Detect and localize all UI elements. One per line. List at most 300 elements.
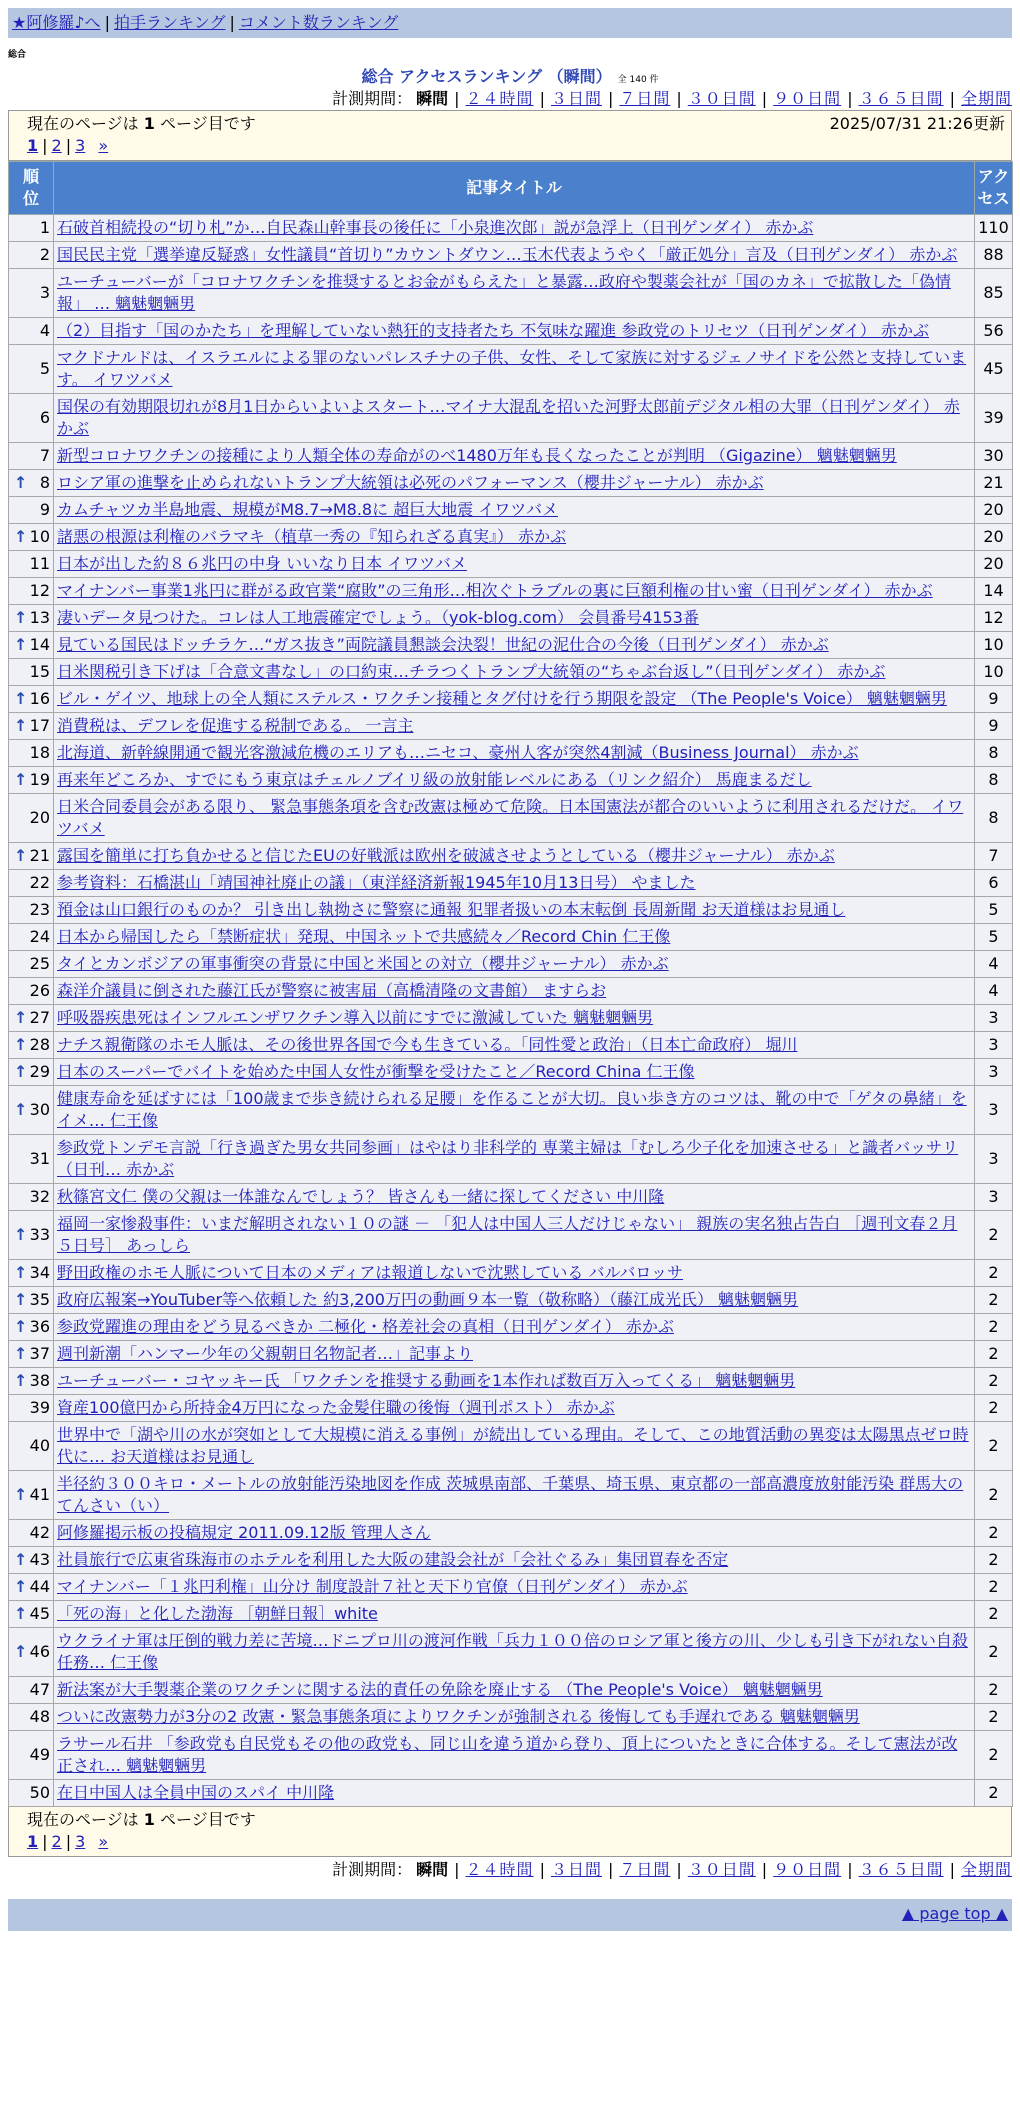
access-count: 2: [975, 1704, 1013, 1731]
article-link[interactable]: ウクライナ軍は圧倒的戦力差に苦境…ドニプロ川の渡河作戦「兵力１００倍のロシア軍と後方の川、少しも引き下がれない自殺任務… 仁王像: [57, 1631, 968, 1672]
clap-ranking-link[interactable]: 拍手ランキング: [113, 13, 226, 32]
period-link-3d[interactable]: ３日間: [550, 1860, 602, 1879]
page-info-top: [8, 110, 1012, 161]
rank-cell: [9, 1628, 54, 1677]
table-header-row: [9, 162, 1013, 215]
article-link[interactable]: 預金は山口銀行のものか？ 引き出し執拗さに警察に通報 犯罪者扱いの本末転倒 長周新聞 お天道様はお見通し: [57, 900, 846, 919]
period-link-all[interactable]: 全期間: [960, 1860, 1012, 1879]
period-separator: |: [454, 89, 460, 108]
article-link[interactable]: 在日中国人は全員中国のスパイ 中川隆: [57, 1783, 335, 1802]
page-top-link[interactable]: ▲ page top ▲: [901, 1904, 1008, 1923]
article-link[interactable]: 凄いデータ見つけた。コレは人工地震確定でしょう。（yok-blog.com） 会員番号4153番: [57, 608, 699, 627]
table-row: [9, 1520, 1013, 1547]
access-count: 2: [975, 1547, 1013, 1574]
period-link-7d[interactable]: ７日間: [619, 89, 671, 108]
article-link[interactable]: （2）目指す「国のかたち」を理解していない熱狂的支持者たち 不気味な躍進 参政党のトリセツ（日刊ゲンダイ） 赤かぶ: [57, 321, 929, 340]
rank-number: 26: [29, 981, 50, 1000]
ranking-table: [8, 161, 1013, 1807]
table-row: [9, 1184, 1013, 1211]
rank-number: 10: [29, 527, 50, 546]
rank-number: 4: [39, 321, 50, 340]
title-cell: [54, 1422, 975, 1471]
article-link[interactable]: 野田政権のホモ人脈について日本のメディアは報道しないで沈黙している バルバロッサ: [57, 1263, 684, 1282]
rank-cell: [9, 978, 54, 1005]
article-link[interactable]: ナチス親衛隊のホモ人脈は、その後世界各国で今も生きている。「同性愛と政治」（日本亡命政府） 堀川: [57, 1035, 798, 1054]
table-row: [9, 394, 1013, 443]
article-link[interactable]: 参政党躍進の理由をどう見るべきか 二極化・格差社会の真相（日刊ゲンダイ） 赤かぶ: [57, 1317, 674, 1336]
rank-up-arrow-icon: ↑: [14, 1225, 28, 1244]
rank-cell: [9, 524, 54, 551]
rank-cell: [9, 605, 54, 632]
rank-up-arrow-icon: ↑: [14, 473, 28, 492]
updated-timestamp: 2025/07/31 21:26更新: [829, 114, 1005, 133]
title-cell: [54, 551, 975, 578]
rank-number: 12: [29, 581, 50, 600]
article-link[interactable]: マイナンバー「１兆円利権」山分け 制度設計７社と天下り官僚（日刊ゲンダイ） 赤かぶ: [57, 1577, 688, 1596]
rank-cell: [9, 924, 54, 951]
access-count: 14: [975, 578, 1013, 605]
rank-number: 45: [29, 1604, 50, 1623]
access-count: 10: [975, 632, 1013, 659]
period-separator: |: [761, 89, 768, 108]
rank-cell: [9, 843, 54, 870]
rank-cell: [9, 1211, 54, 1260]
table-row: [9, 1601, 1013, 1628]
page-link-3[interactable]: 3: [75, 136, 86, 155]
rank-cell: [9, 1059, 54, 1086]
rank-number: 37: [29, 1344, 50, 1363]
rank-cell: [9, 551, 54, 578]
article-link[interactable]: 政府広報案→YouTuber等へ依頼した 約3,200万円の動画９本一覧（敬称略）（藤江成光氏） 魑魅魍魎男: [57, 1290, 799, 1309]
article-link[interactable]: 社員旅行で広東省珠海市のホテルを利用した大阪の建設会社が「会社ぐるみ」集団買春を否定: [57, 1550, 729, 1569]
table-row: [9, 740, 1013, 767]
rank-cell: [9, 1574, 54, 1601]
rank-cell: [9, 1135, 54, 1184]
period-link-30d[interactable]: ３０日間: [687, 1860, 756, 1879]
period-link-90d[interactable]: ９０日間: [773, 1860, 842, 1879]
access-count: 110: [975, 215, 1013, 242]
article-link[interactable]: 北海道、新幹線開通で観光客激減危機のエリアも…ニセコ、豪州人客が突然4割減（Business Journal） 赤かぶ: [57, 743, 859, 762]
rank-cell: [9, 951, 54, 978]
period-separator: |: [847, 89, 853, 108]
title-cell: [54, 470, 975, 497]
pagination-top: 1 | 2 | 3 »: [27, 136, 109, 155]
access-count: 12: [975, 605, 1013, 632]
rank-cell: [9, 497, 54, 524]
article-link[interactable]: ラサール石井 「参政党も自民党もその他の政党も、同じ山を違う道から登り、頂上についたときに合体する。そして憲法が改正され… 魑魅魍魎男: [57, 1734, 958, 1775]
article-link[interactable]: 森洋介議員に倒された藤江氏が警察に被害届（高橋清隆の文書館） ますらお: [57, 981, 607, 1000]
table-row: [9, 897, 1013, 924]
nav-separator: |: [229, 13, 235, 32]
rank-cell: [9, 318, 54, 345]
article-link[interactable]: マクドナルドは、イスラエルによる罪のないパレスチナの子供、女性、そして家族に対するジェノサイドを公然と支持しています。 イワツバメ: [57, 348, 967, 389]
title-cell: [54, 1395, 975, 1422]
article-link[interactable]: 呼吸器疾患死はインフルエンザワクチン導入以前にすでに激減していた 魑魅魍魎男: [57, 1008, 654, 1027]
rank-number: 20: [29, 808, 50, 827]
rank-up-arrow-icon: ↑: [14, 1604, 28, 1623]
title-cell: [54, 1287, 975, 1314]
rank-number: 41: [29, 1485, 50, 1504]
access-count: 88: [975, 242, 1013, 269]
article-link[interactable]: 新法案が大手製薬企業のワクチンに関する法的責任の免除を廃止する （The People's Voice） 魑魅魍魎男: [57, 1680, 823, 1699]
period-selector-top: [8, 88, 1012, 110]
article-link[interactable]: 諸悪の根源は利権のバラマキ（植草一秀の『知られざる真実』） 赤かぶ: [57, 527, 567, 546]
title-cell: [54, 215, 975, 242]
page-link-3[interactable]: 3: [75, 1832, 86, 1851]
rank-number: 21: [29, 846, 50, 865]
table-row: [9, 1471, 1013, 1520]
access-count: 9: [975, 713, 1013, 740]
rank-cell: [9, 1184, 54, 1211]
page-info-bottom: [8, 1807, 1012, 1857]
rank-cell: [9, 470, 54, 497]
period-link-30d[interactable]: ３０日間: [687, 89, 756, 108]
access-count: 4: [975, 951, 1013, 978]
article-link[interactable]: 参政党トンデモ言説「行き過ぎた男女共同参画」はやはり非科学的 専業主婦は「むしろ少子化を加速させる」と識者バッサリ（日刊… 赤かぶ: [57, 1138, 959, 1179]
rank-cell: [9, 632, 54, 659]
title-cell: [54, 870, 975, 897]
title-cell: [54, 843, 975, 870]
rank-up-arrow-icon: ↑: [14, 635, 28, 654]
rank-cell: [9, 1086, 54, 1135]
rank-cell: [9, 215, 54, 242]
article-link[interactable]: 「死の海」と化した渤海 ［朝鮮日報］white: [57, 1604, 378, 1623]
rank-number: 1: [39, 218, 50, 237]
period-link-7d[interactable]: ７日間: [619, 1860, 671, 1879]
title-cell: [54, 1520, 975, 1547]
table-row: [9, 524, 1013, 551]
access-count: 2: [975, 1471, 1013, 1520]
rank-number: 19: [29, 770, 50, 789]
article-link[interactable]: 日本のスーパーでバイトを始めた中国人女性が衝撃を受けたこと／Record China 仁王像: [57, 1062, 695, 1081]
title-cell: [54, 605, 975, 632]
rank-cell: [9, 269, 54, 318]
rank-number: 38: [29, 1371, 50, 1390]
rank-up-arrow-icon: ↑: [14, 1550, 28, 1569]
period-separator: |: [607, 89, 614, 108]
rank-up-arrow-icon: ↑: [14, 846, 28, 865]
article-link[interactable]: タイとカンボジアの軍事衝突の背景に中国と米国との対立（櫻井ジャーナル） 赤かぶ: [57, 954, 669, 973]
access-count: 2: [975, 1628, 1013, 1677]
period-separator: |: [539, 1860, 545, 1879]
title-cell: [54, 897, 975, 924]
period-separator: |: [676, 1860, 682, 1879]
comment-ranking-link[interactable]: コメント数ランキング: [238, 13, 399, 32]
period-link-90d[interactable]: ９０日間: [773, 89, 842, 108]
access-count: 8: [975, 794, 1013, 843]
article-link[interactable]: 健康寿命を延ばすには「100歳まで歩き続けられる足腰」を作ることが大切。良い歩き方のコツは、靴の中で「ゲタの鼻緒」をイメ… 仁王像: [57, 1089, 967, 1130]
access-count: 2: [975, 1341, 1013, 1368]
rank-up-arrow-icon: ↑: [14, 1485, 28, 1504]
page-link-2[interactable]: 2: [51, 136, 62, 155]
article-link[interactable]: 国民民主党「選挙違反疑惑」女性議員“首切り”カウントダウン…玉木代表ようやく「厳正処分」言及（日刊ゲンダイ） 赤かぶ: [57, 245, 958, 264]
period-selector-bottom: [8, 1859, 1012, 1881]
access-count: 2: [975, 1601, 1013, 1628]
current-page-number: 1: [143, 114, 155, 133]
rank-cell: [9, 443, 54, 470]
table-row: [9, 1086, 1013, 1135]
title-cell: [54, 1601, 975, 1628]
rank-cell: [9, 1005, 54, 1032]
article-link[interactable]: ユーチューバー・コヤッキー氏 「ワクチンを推奨する動画を1本作れば数百万入ってくる」 魑魅魍魎男: [57, 1371, 796, 1390]
table-row: [9, 1368, 1013, 1395]
rank-up-arrow-icon: ↑: [14, 1577, 28, 1596]
current-page-post: ページ目です: [160, 1810, 256, 1829]
rank-cell: [9, 870, 54, 897]
access-count: 3: [975, 1086, 1013, 1135]
page-link-next[interactable]: »: [98, 136, 109, 155]
article-link[interactable]: 参考資料：石橋湛山「靖国神社廃止の議」（東洋経済新報1945年10月13日号） やました: [57, 873, 696, 892]
access-count: 5: [975, 897, 1013, 924]
table-row: [9, 1032, 1013, 1059]
table-row: [9, 794, 1013, 843]
title-cell: [54, 1574, 975, 1601]
current-page-pre: 現在のページは: [27, 1810, 139, 1829]
title-cell: [54, 951, 975, 978]
article-link[interactable]: ついに改憲勢力が3分の2 改憲・緊急事態条項によりワクチンが強制される 後悔しても手遅れである 魑魅魍魎男: [57, 1707, 860, 1726]
table-row: [9, 1677, 1013, 1704]
current-page-post: ページ目です: [160, 114, 256, 133]
rank-up-arrow-icon: ↑: [14, 1344, 28, 1363]
article-link[interactable]: 福岡一家惨殺事件：いまだ解明されない１０の謎 － 「犯人は中国人三人だけじゃない」 親族の実名独占告白 ［週刊文春２月５日号］ あっしら: [57, 1214, 958, 1255]
table-row: [9, 924, 1013, 951]
rank-cell: [9, 345, 54, 394]
table-row: [9, 443, 1013, 470]
table-row: [9, 659, 1013, 686]
rank-number: 25: [29, 954, 50, 973]
current-page-text: [27, 113, 256, 135]
title-cell: [54, 345, 975, 394]
rank-number: 32: [29, 1187, 50, 1206]
table-row: [9, 978, 1013, 1005]
access-count: 3: [975, 1059, 1013, 1086]
rank-number: 23: [29, 900, 50, 919]
table-row: [9, 1341, 1013, 1368]
table-row: [9, 1574, 1013, 1601]
table-row: [9, 951, 1013, 978]
rank-cell: [9, 1395, 54, 1422]
rank-cell: [9, 578, 54, 605]
rank-up-arrow-icon: ↑: [14, 1100, 28, 1119]
title-cell: [54, 318, 975, 345]
article-link[interactable]: 日本が出した約８６兆円の中身 いいなり日本 イワツバメ: [57, 554, 467, 573]
title-cell: [54, 1341, 975, 1368]
period-separator: |: [676, 89, 682, 108]
rank-number: 2: [39, 245, 50, 264]
access-count: 3: [975, 1032, 1013, 1059]
access-count: 56: [975, 318, 1013, 345]
pagination-bottom: 1 | 2 | 3 »: [27, 1832, 109, 1851]
table-row: [9, 1395, 1013, 1422]
rank-number: 36: [29, 1317, 50, 1336]
article-link[interactable]: 阿修羅掲示板の投稿規定 2011.09.12版 管理人さん: [57, 1523, 431, 1542]
rank-number: 24: [29, 927, 50, 946]
access-count: 2: [975, 1422, 1013, 1471]
rank-number: 11: [29, 554, 50, 573]
access-count: 2: [975, 1780, 1013, 1807]
article-link[interactable]: 再来年どころか、すでにもう東京はチェルノブイリ級の放射能レベルにある（リンク紹介） 馬鹿まるだし: [57, 770, 812, 789]
article-link[interactable]: 秋篠宮文仁 僕の父親は一体誰なんでしょう？ 皆さんも一緒に探してください 中川隆: [57, 1187, 665, 1206]
rank-cell: [9, 1032, 54, 1059]
table-row: [9, 1260, 1013, 1287]
page-link-1[interactable]: 1: [27, 1832, 39, 1851]
article-link[interactable]: 消費税は、デフレを促進する税制である。 一言主: [57, 716, 414, 735]
title-cell: [54, 1005, 975, 1032]
table-row: [9, 686, 1013, 713]
rank-number: 13: [29, 608, 50, 627]
rank-number: 34: [29, 1263, 50, 1282]
rank-cell: [9, 1704, 54, 1731]
access-count: 7: [975, 843, 1013, 870]
title-cell: [54, 269, 975, 318]
period-separator: |: [539, 89, 545, 108]
access-count: 2: [975, 1260, 1013, 1287]
rank-up-arrow-icon: ↑: [14, 1642, 28, 1661]
article-link[interactable]: 国保の有効期限切れが8月1日からいよいよスタート…マイナ大混乱を招いた河野太郎前デジタル相の大罪（日刊ゲンダイ） 赤かぶ: [57, 397, 960, 438]
rank-number: 47: [29, 1680, 50, 1699]
page-link-next[interactable]: »: [98, 1832, 109, 1851]
article-link[interactable]: 日米関税引き下げは「合意文書なし」の口約束…チラつくトランプ大統領の“ちゃぶ台返し”（日刊ゲンダイ） 赤かぶ: [57, 662, 886, 681]
article-link[interactable]: 資産100億円から所持金4万円になった金髪住職の後悔（週刊ポスト） 赤かぶ: [57, 1398, 615, 1417]
table-row: [9, 632, 1013, 659]
article-link[interactable]: 半径約３００キロ・メートルの放射能汚染地図を作成 茨城県南部、千葉県、埼玉県、東京都の一部高濃度放射能汚染 群馬大のてんさい（い）: [57, 1474, 964, 1515]
article-link[interactable]: カムチャツカ半島地震、規模がM8.7→M8.8に 超巨大地震 イワツバメ: [57, 500, 558, 519]
article-link[interactable]: 見ている国民はドッチラケ…“ガス抜き”両院議員懇談会決裂！世紀の泥仕合の今後（日刊ゲンダイ） 赤かぶ: [57, 635, 829, 654]
table-row: [9, 1628, 1013, 1677]
table-row: [9, 1287, 1013, 1314]
page-link-2[interactable]: 2: [51, 1832, 62, 1851]
period-link-3d[interactable]: ３日間: [550, 89, 602, 108]
rank-up-arrow-icon: ↑: [14, 1263, 28, 1282]
period-label: 計測期間：: [332, 1860, 413, 1879]
rank-number: 18: [29, 743, 50, 762]
rank-cell: [9, 1780, 54, 1807]
current-page-text-bottom: [27, 1810, 256, 1829]
rank-up-arrow-icon: ↑: [14, 716, 28, 735]
table-row: [9, 470, 1013, 497]
article-link[interactable]: ロシア軍の進撃を止められないトランプ大統領は必死のパフォーマンス（櫻井ジャーナル） 赤かぶ: [57, 473, 764, 492]
section-label: 総合: [8, 50, 27, 60]
access-header: アクセス: [975, 162, 1013, 215]
period-link-24h[interactable]: ２４時間: [465, 1860, 534, 1879]
rank-number: 6: [39, 408, 50, 427]
title-cell: [54, 1032, 975, 1059]
access-count: 8: [975, 740, 1013, 767]
table-row: [9, 269, 1013, 318]
title-cell: [54, 1314, 975, 1341]
current-page-pre: 現在のページは: [27, 114, 139, 133]
access-count: 30: [975, 443, 1013, 470]
title-cell: [54, 1780, 975, 1807]
table-row: [9, 1135, 1013, 1184]
table-row: [9, 1059, 1013, 1086]
period-link-24h[interactable]: ２４時間: [465, 89, 534, 108]
access-count: 2: [975, 1287, 1013, 1314]
rank-up-arrow-icon: ↑: [14, 1290, 28, 1309]
rank-up-arrow-icon: ↑: [14, 608, 28, 627]
rank-cell: [9, 394, 54, 443]
period-separator: |: [949, 89, 955, 108]
rank-number: 5: [39, 359, 50, 378]
rank-up-arrow-icon: ↑: [14, 770, 28, 789]
rank-number: 3: [39, 283, 50, 302]
title-cell: [54, 1211, 975, 1260]
article-link[interactable]: ビル・ゲイツ、地球上の全人類にステルス・ワクチン接種とタグ付けを行う期限を設定 （The People's Voice） 魑魅魍魎男: [57, 689, 947, 708]
access-count: 45: [975, 345, 1013, 394]
period-link-all[interactable]: 全期間: [960, 89, 1012, 108]
rank-number: 31: [29, 1149, 50, 1168]
article-link[interactable]: マイナンバー事業1兆円に群がる政官業“腐敗”の三角形…相次ぐトラブルの裏に巨額利権の甘い蜜（日刊ゲンダイ） 赤かぶ: [57, 581, 933, 600]
access-count: 8: [975, 767, 1013, 794]
article-link[interactable]: 世界中で「湖や川の水が突如として大規模に消える事例」が続出している理由。そして、この地質活動の異変は太陽黒点ゼロ時代に… お天道様はお見通し: [57, 1425, 969, 1466]
access-count: 2: [975, 1211, 1013, 1260]
period-separator: |: [454, 1860, 460, 1879]
rank-cell: [9, 794, 54, 843]
rank-number: 17: [29, 716, 50, 735]
title-cell: [54, 1547, 975, 1574]
title-cell: [54, 1471, 975, 1520]
table-row: [9, 843, 1013, 870]
rank-up-arrow-icon: ↑: [14, 1317, 28, 1336]
article-link[interactable]: 日米合同委員会がある限り、 緊急事態条項を含む改憲は極めて危険。日本国憲法が都合のいいように利用されるだけだ。 イワツバメ: [57, 797, 964, 838]
title-cell: [54, 497, 975, 524]
rank-number: 40: [29, 1436, 50, 1455]
home-link[interactable]: ★阿修羅♪へ: [12, 13, 101, 32]
article-link[interactable]: 露国を簡単に打ち負かせると信じたEUの好戦派は欧州を破滅させようとしている（櫻井ジャーナル） 赤かぶ: [57, 846, 835, 865]
rank-cell: [9, 1731, 54, 1780]
title-cell: [54, 1368, 975, 1395]
access-count: 2: [975, 1368, 1013, 1395]
rank-cell: [9, 1547, 54, 1574]
period-link-365d[interactable]: ３６５日間: [858, 89, 944, 108]
title-cell: [54, 740, 975, 767]
access-count: 21: [975, 470, 1013, 497]
table-row: [9, 318, 1013, 345]
current-page-number: 1: [143, 1810, 155, 1829]
rank-number: 39: [29, 1398, 50, 1417]
period-current: 瞬間: [416, 1860, 449, 1879]
access-count: 6: [975, 870, 1013, 897]
title-cell: [54, 394, 975, 443]
rank-number: 9: [39, 500, 50, 519]
rank-header: 順位: [9, 162, 54, 215]
rank-number: 8: [39, 473, 50, 492]
access-count: 39: [975, 394, 1013, 443]
article-link[interactable]: ユーチューバーが「コロナワクチンを推奨するとお金がもらえた」と暴露…政府や製薬会社が「国のカネ」で拡散した「偽情報」 … 魑魅魍魎男: [57, 272, 951, 313]
rank-cell: [9, 740, 54, 767]
rank-number: 28: [29, 1035, 50, 1054]
period-separator: |: [607, 1860, 614, 1879]
article-link[interactable]: 石破首相続投の“切り札”か…自民森山幹事長の後任に「小泉進次郎」説が急浮上（日刊ゲンダイ） 赤かぶ: [57, 218, 814, 237]
access-count: 2: [975, 1677, 1013, 1704]
access-count: 2: [975, 1574, 1013, 1601]
title-cell: [54, 686, 975, 713]
ranking-title-row: [8, 66, 1012, 88]
period-link-365d[interactable]: ３６５日間: [858, 1860, 944, 1879]
rank-number: 30: [29, 1100, 50, 1119]
page-link-1[interactable]: 1: [27, 136, 39, 155]
rank-up-arrow-icon: ↑: [14, 1008, 28, 1027]
period-label: 計測期間：: [332, 89, 413, 108]
access-count: 10: [975, 659, 1013, 686]
article-link[interactable]: 新型コロナワクチンの接種により人類全体の寿命がのべ1480万年も長くなったことが判明 （Gigazine） 魑魅魍魎男: [57, 446, 897, 465]
article-link[interactable]: 日本から帰国したら「禁断症状」発現、中国ネットで共感続々／Record Chin 仁王像: [57, 927, 671, 946]
article-link[interactable]: 週刊新潮「ハンマー少年の父親朝日名物記者…」記事より: [57, 1344, 474, 1363]
rank-cell: [9, 659, 54, 686]
title-cell: [54, 1704, 975, 1731]
rank-cell: [9, 897, 54, 924]
access-count: 2: [975, 1314, 1013, 1341]
